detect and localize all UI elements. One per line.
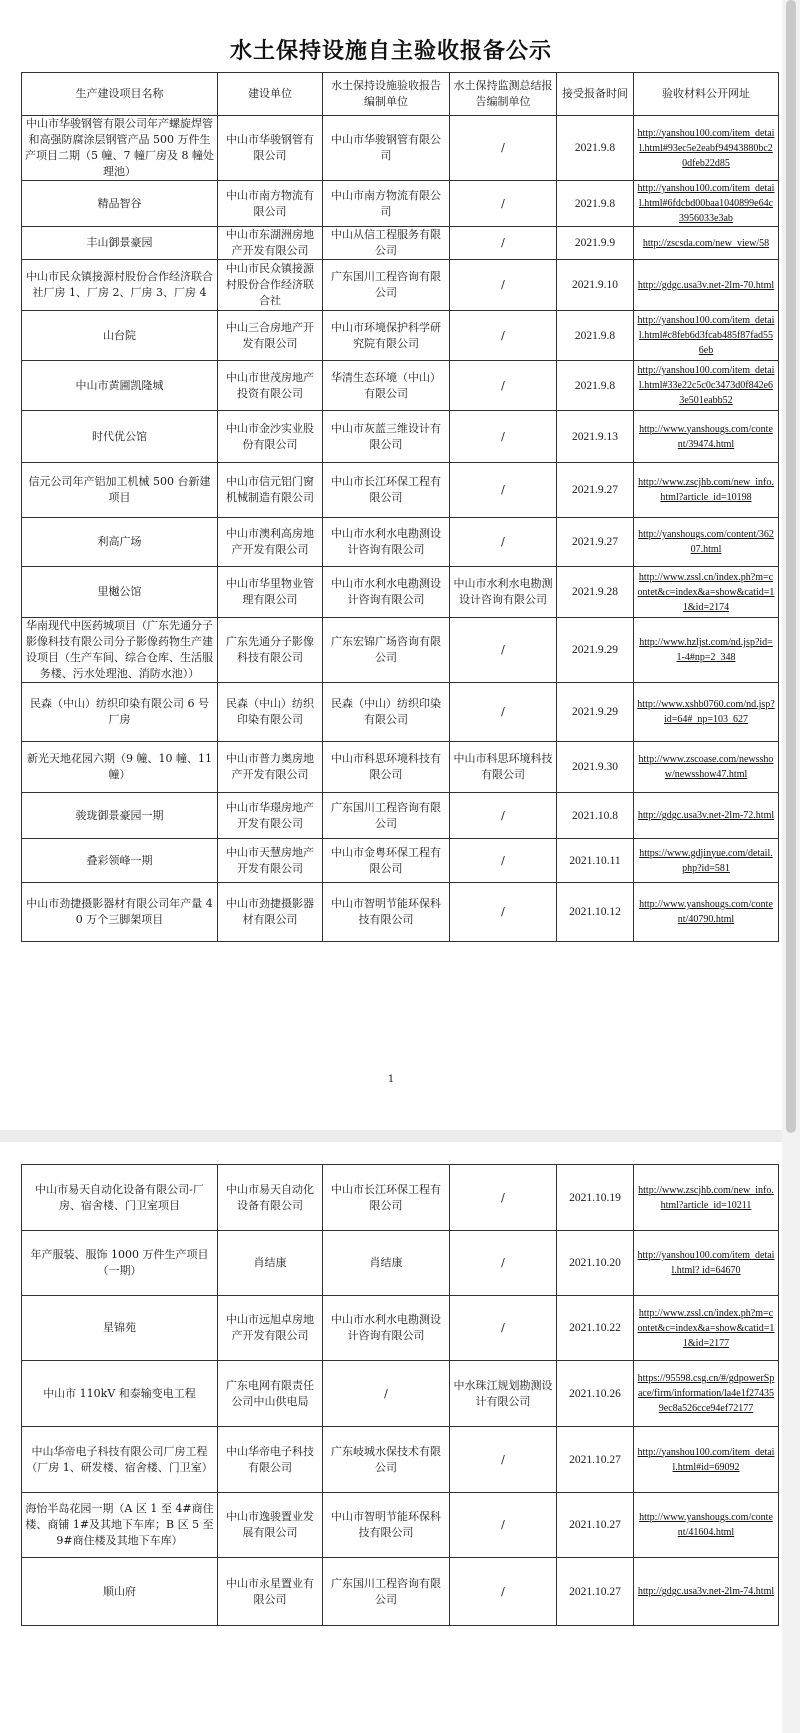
builder-cell: 中山市信元铝门窗机械制造有限公司 — [218, 463, 323, 518]
public-url-link[interactable]: http://www.zssl.cn/index.ph?m=contet&c=index&a=show&catid=11&id=2177 — [634, 1296, 779, 1361]
header-report-unit: 水土保持设施验收报告编制单位 — [323, 73, 450, 116]
monitor-unit-cell: / — [450, 1296, 557, 1361]
project-name-cell: 顺山府 — [22, 1558, 218, 1626]
table-row — [22, 839, 779, 883]
monitor-unit-cell: / — [450, 463, 557, 518]
table-row — [22, 1231, 779, 1296]
monitor-unit-cell: / — [450, 1427, 557, 1493]
header-monitor-unit: 水土保持监测总结报告编制单位 — [450, 73, 557, 116]
filing-date-cell: 2021.9.29 — [557, 618, 634, 683]
builder-cell: 中山市华里物业管理有限公司 — [218, 567, 323, 618]
filing-date-cell: 2021.9.27 — [557, 463, 634, 518]
project-name-cell: 中山市易天自动化设备有限公司-厂房、宿舍楼、门卫室项目 — [22, 1165, 218, 1231]
table-row — [22, 683, 779, 742]
project-name-cell: 新光天地花园六期（9 幢、10 幢、11 幢） — [22, 742, 218, 793]
report-unit-cell: 广东国川工程咨询有限公司 — [323, 793, 450, 839]
header-project-name: 生产建设项目名称 — [22, 73, 218, 116]
filing-date-cell: 2021.9.13 — [557, 411, 634, 463]
builder-cell: 中山市民众镇接源村股份合作经济联合社 — [218, 260, 323, 311]
table-row — [22, 567, 779, 618]
project-name-cell: 中山市民众镇接源村股份合作经济联合社厂房 1、厂房 2、厂房 3、厂房 4 — [22, 260, 218, 311]
table-row — [22, 181, 779, 227]
project-name-cell: 民森（中山）纺织印染有限公司 6 号厂房 — [22, 683, 218, 742]
report-unit-cell: 中山市智明节能环保科技有限公司 — [323, 883, 450, 942]
report-unit-cell: 中山市水利水电勘测设计咨询有限公司 — [323, 567, 450, 618]
table-row — [22, 618, 779, 683]
report-unit-cell: 肖结康 — [323, 1231, 450, 1296]
filing-date-cell: 2021.9.30 — [557, 742, 634, 793]
public-url-link[interactable]: http://www.yanshougs.com/content/41604.html — [634, 1493, 779, 1558]
project-name-cell: 年产服装、服饰 1000 万件生产项目（一期） — [22, 1231, 218, 1296]
builder-cell: 中山市金沙实业股份有限公司 — [218, 411, 323, 463]
public-url-link[interactable]: http://www.zssl.cn/index.ph?m=contet&c=index&a=show&catid=11&id=2174 — [634, 567, 779, 618]
builder-cell: 中山市天慧房地产开发有限公司 — [218, 839, 323, 883]
project-name-cell: 中山市华骏钢管有限公司年产螺旋焊管和高强防腐涂层钢管产品 500 万件生产项目二期（5 幢、7 幢厂房及 8 幢处理池） — [22, 116, 218, 181]
table-row — [22, 518, 779, 567]
table-row — [22, 1427, 779, 1493]
monitor-unit-cell: / — [450, 181, 557, 227]
monitor-unit-cell: / — [450, 793, 557, 839]
filing-date-cell: 2021.9.28 — [557, 567, 634, 618]
table-row — [22, 883, 779, 942]
builder-cell: 中山市华璟房地产开发有限公司 — [218, 793, 323, 839]
monitor-unit-cell: / — [450, 260, 557, 311]
public-url-link[interactable]: http://zscsda.com/new_view/58 — [634, 227, 779, 260]
project-name-cell: 精品智谷 — [22, 181, 218, 227]
header-row — [22, 73, 779, 116]
monitor-unit-cell: 中山市水利水电勘测设计咨询有限公司 — [450, 567, 557, 618]
filing-date-cell: 2021.9.29 — [557, 683, 634, 742]
filing-date-cell: 2021.10.27 — [557, 1558, 634, 1626]
monitor-unit-cell: / — [450, 361, 557, 411]
project-name-cell: 中山市 110kV 和泰输变电工程 — [22, 1361, 218, 1427]
project-name-cell: 中山市黄圃凯隆城 — [22, 361, 218, 411]
table-row — [22, 227, 779, 260]
project-name-cell: 丰山御景豪园 — [22, 227, 218, 260]
public-url-link[interactable]: http://www.yanshougs.com/content/39474.html — [634, 411, 779, 463]
public-url-link[interactable]: http://yanshou100.com/item_detail.html#33e22c5c0c3473d0f842e63e501eabb52 — [634, 361, 779, 411]
public-url-link[interactable]: http://www.hzljst.com/nd.jsp?id=1-4#np=2_348 — [634, 618, 779, 683]
builder-cell: 肖结康 — [218, 1231, 323, 1296]
builder-cell: 中山市远旭卓房地产开发有限公司 — [218, 1296, 323, 1361]
monitor-unit-cell: / — [450, 839, 557, 883]
report-unit-cell: 中山市长江环保工程有限公司 — [323, 463, 450, 518]
filing-date-cell: 2021.10.8 — [557, 793, 634, 839]
project-name-cell: 山台院 — [22, 311, 218, 361]
public-url-link[interactable]: http://yanshougs.com/content/36207.html — [634, 518, 779, 567]
project-name-cell: 中山市劲捷摄影器材有限公司年产量 40 万个三脚架项目 — [22, 883, 218, 942]
filing-date-cell: 2021.9.8 — [557, 361, 634, 411]
public-url-link[interactable]: http://www.zscjhb.com/new_info.html?article_id=10198 — [634, 463, 779, 518]
page-number: 1 — [387, 1074, 395, 1085]
monitor-unit-cell: / — [450, 1493, 557, 1558]
report-unit-cell: 华清生态环境（中山）有限公司 — [323, 361, 450, 411]
report-unit-cell: 中山市长江环保工程有限公司 — [323, 1165, 450, 1231]
table-row — [22, 1296, 779, 1361]
table-row — [22, 361, 779, 411]
filing-date-cell: 2021.10.19 — [557, 1165, 634, 1231]
builder-cell: 中山市永星置业有限公司 — [218, 1558, 323, 1626]
filing-date-cell: 2021.9.8 — [557, 116, 634, 181]
page-title: 水土保持设施自主验收报备公示 — [229, 38, 552, 64]
table-row — [22, 1493, 779, 1558]
report-unit-cell: 民森（中山）纺织印染有限公司 — [323, 683, 450, 742]
monitor-unit-cell: / — [450, 518, 557, 567]
header-url: 验收材料公开网址 — [634, 73, 779, 116]
filing-date-cell: 2021.9.10 — [557, 260, 634, 311]
public-url-link[interactable]: http://www.zscoase.com/newsshow/newsshow47.html — [634, 742, 779, 793]
monitor-unit-cell: / — [450, 1558, 557, 1626]
table-row — [22, 1361, 779, 1427]
report-unit-cell: 中山从信工程服务有限公司 — [323, 227, 450, 260]
report-unit-cell: 中山市灰蓝三维设计有限公司 — [323, 411, 450, 463]
header-filing-date: 接受报备时间 — [557, 73, 634, 116]
filing-date-cell: 2021.10.20 — [557, 1231, 634, 1296]
public-url-link[interactable]: http://yanshou100.com/item_detail.html#93ec5e2eabf94943880bc20dfeb22d85 — [634, 116, 779, 181]
builder-cell: 中山市普力奥房地产开发有限公司 — [218, 742, 323, 793]
table-row — [22, 793, 779, 839]
header-builder: 建设单位 — [218, 73, 323, 116]
project-name-cell: 时代优公馆 — [22, 411, 218, 463]
report-unit-cell: / — [323, 1361, 450, 1427]
monitor-unit-cell: / — [450, 411, 557, 463]
filing-date-cell: 2021.9.9 — [557, 227, 634, 260]
table-row — [22, 463, 779, 518]
report-unit-cell: 中山市金粤环保工程有限公司 — [323, 839, 450, 883]
monitor-unit-cell: / — [450, 227, 557, 260]
public-url-link[interactable]: http://www.xshb0760.com/nd.jsp?id=64#_np=103_627 — [634, 683, 779, 742]
builder-cell: 中山市东湖洲房地产开发有限公司 — [218, 227, 323, 260]
document-page-2 — [0, 1142, 782, 1733]
monitor-unit-cell: / — [450, 311, 557, 361]
builder-cell: 中山市易天自动化设备有限公司 — [218, 1165, 323, 1231]
filing-date-cell: 2021.9.8 — [557, 311, 634, 361]
report-unit-cell: 中山市环境保护科学研究院有限公司 — [323, 311, 450, 361]
table-row — [22, 411, 779, 463]
public-url-link[interactable]: http://yanshou100.com/item_detail.html#6fdcbd00baa1040899e64c3956033e3ab — [634, 181, 779, 227]
public-url-link[interactable]: http://gdgc.usa3v.net-2lm-72.html — [634, 793, 779, 839]
public-url-link[interactable]: https://95598.csg.cn/#/gdpowerSpace/firm/information/la4e1f274359ec8a526cce94ef72177 — [634, 1361, 779, 1427]
report-unit-cell: 中山市科思环境科技有限公司 — [323, 742, 450, 793]
builder-cell: 广东电网有限责任公司中山供电局 — [218, 1361, 323, 1427]
report-unit-cell: 广东宏锦广场咨询有限公司 — [323, 618, 450, 683]
table-row — [22, 260, 779, 311]
filing-table-continued — [21, 1164, 779, 1626]
project-name-cell: 叠彩领峰一期 — [22, 839, 218, 883]
monitor-unit-cell: / — [450, 683, 557, 742]
public-url-link[interactable]: http://gdgc.usa3v.net-2lm-74.html — [634, 1558, 779, 1626]
filing-date-cell: 2021.10.26 — [557, 1361, 634, 1427]
report-unit-cell: 中山市智明节能环保科技有限公司 — [323, 1493, 450, 1558]
report-unit-cell: 广东岐城水保技术有限公司 — [323, 1427, 450, 1493]
filing-date-cell: 2021.9.8 — [557, 181, 634, 227]
builder-cell: 中山市澳利高房地产开发有限公司 — [218, 518, 323, 567]
filing-date-cell: 2021.10.27 — [557, 1493, 634, 1558]
public-url-link[interactable]: http://www.yanshougs.com/content/40790.html — [634, 883, 779, 942]
project-name-cell: 华南现代中医药城项目（广东先通分子影像科技有限公司分子影像药物生产建设项目（生产车间、综合仓库、生活服务楼、污水处理池、消防水池）） — [22, 618, 218, 683]
monitor-unit-cell: / — [450, 116, 557, 181]
public-url-link[interactable]: https://www.gdjinyue.com/detail.php?id=581 — [634, 839, 779, 883]
builder-cell: 中山市逸骏置业发展有限公司 — [218, 1493, 323, 1558]
table-row — [22, 1165, 779, 1231]
table-row — [22, 116, 779, 181]
report-unit-cell: 中山市华骏钢管有限公司 — [323, 116, 450, 181]
monitor-unit-cell: 中水珠江规划勘测设计有限公司 — [450, 1361, 557, 1427]
builder-cell: 中山市南方物流有限公司 — [218, 181, 323, 227]
filing-date-cell: 2021.10.27 — [557, 1427, 634, 1493]
public-url-link[interactable]: http://www.zscjhb.com/new_info.html?article_id=10211 — [634, 1165, 779, 1231]
public-url-link[interactable]: http://gdgc.usa3v.net-2lm-70.html — [634, 260, 779, 311]
filing-table — [21, 72, 779, 942]
monitor-unit-cell: / — [450, 1165, 557, 1231]
project-name-cell: 中山华帝电子科技有限公司厂房工程（厂房 1、研发楼、宿舍楼、门卫室） — [22, 1427, 218, 1493]
project-name-cell: 星锦苑 — [22, 1296, 218, 1361]
builder-cell: 民森（中山）纺织印染有限公司 — [218, 683, 323, 742]
monitor-unit-cell: 中山市科思环境科技有限公司 — [450, 742, 557, 793]
report-unit-cell: 中山市水利水电勘测设计咨询有限公司 — [323, 1296, 450, 1361]
public-url-link[interactable]: http://yanshou100.com/item_detail.html#id=69092 — [634, 1427, 779, 1493]
project-name-cell: 信元公司年产铝加工机械 500 台新建项目 — [22, 463, 218, 518]
project-name-cell: 利高广场 — [22, 518, 218, 567]
builder-cell: 中山三合房地产开发有限公司 — [218, 311, 323, 361]
report-unit-cell: 广东国川工程咨询有限公司 — [323, 1558, 450, 1626]
filing-date-cell: 2021.10.12 — [557, 883, 634, 942]
report-unit-cell: 中山市水利水电勘测设计咨询有限公司 — [323, 518, 450, 567]
builder-cell: 中山市华骏钢管有限公司 — [218, 116, 323, 181]
project-name-cell: 海怡半岛花园一期（A 区 1 至 4#商住楼、商铺 1#及其地下车库；B 区 5 至 9#商住楼及其地下车库） — [22, 1493, 218, 1558]
project-name-cell: 里樾公馆 — [22, 567, 218, 618]
table-row — [22, 311, 779, 361]
public-url-link[interactable]: http://yanshou100.com/item_detail.html#c8feb6d3fcab485f87fad556eb — [634, 311, 779, 361]
report-unit-cell: 中山市南方物流有限公司 — [323, 181, 450, 227]
vertical-scrollbar[interactable] — [782, 0, 800, 1733]
report-unit-cell: 广东国川工程咨询有限公司 — [323, 260, 450, 311]
filing-date-cell: 2021.9.27 — [557, 518, 634, 567]
project-name-cell: 骏珑御景豪园一期 — [22, 793, 218, 839]
monitor-unit-cell: / — [450, 618, 557, 683]
monitor-unit-cell: / — [450, 883, 557, 942]
builder-cell: 广东先通分子影像科技有限公司 — [218, 618, 323, 683]
table-row — [22, 1558, 779, 1626]
public-url-link[interactable]: http://yanshou100.com/item_detail.html? id=64670 — [634, 1231, 779, 1296]
builder-cell: 中山市世茂房地产投资有限公司 — [218, 361, 323, 411]
builder-cell: 中山市劲捷摄影器材有限公司 — [218, 883, 323, 942]
table-row — [22, 742, 779, 793]
scrollbar-thumb[interactable] — [786, 0, 796, 1133]
builder-cell: 中山华帝电子科技有限公司 — [218, 1427, 323, 1493]
monitor-unit-cell: / — [450, 1231, 557, 1296]
filing-date-cell: 2021.10.11 — [557, 839, 634, 883]
filing-date-cell: 2021.10.22 — [557, 1296, 634, 1361]
